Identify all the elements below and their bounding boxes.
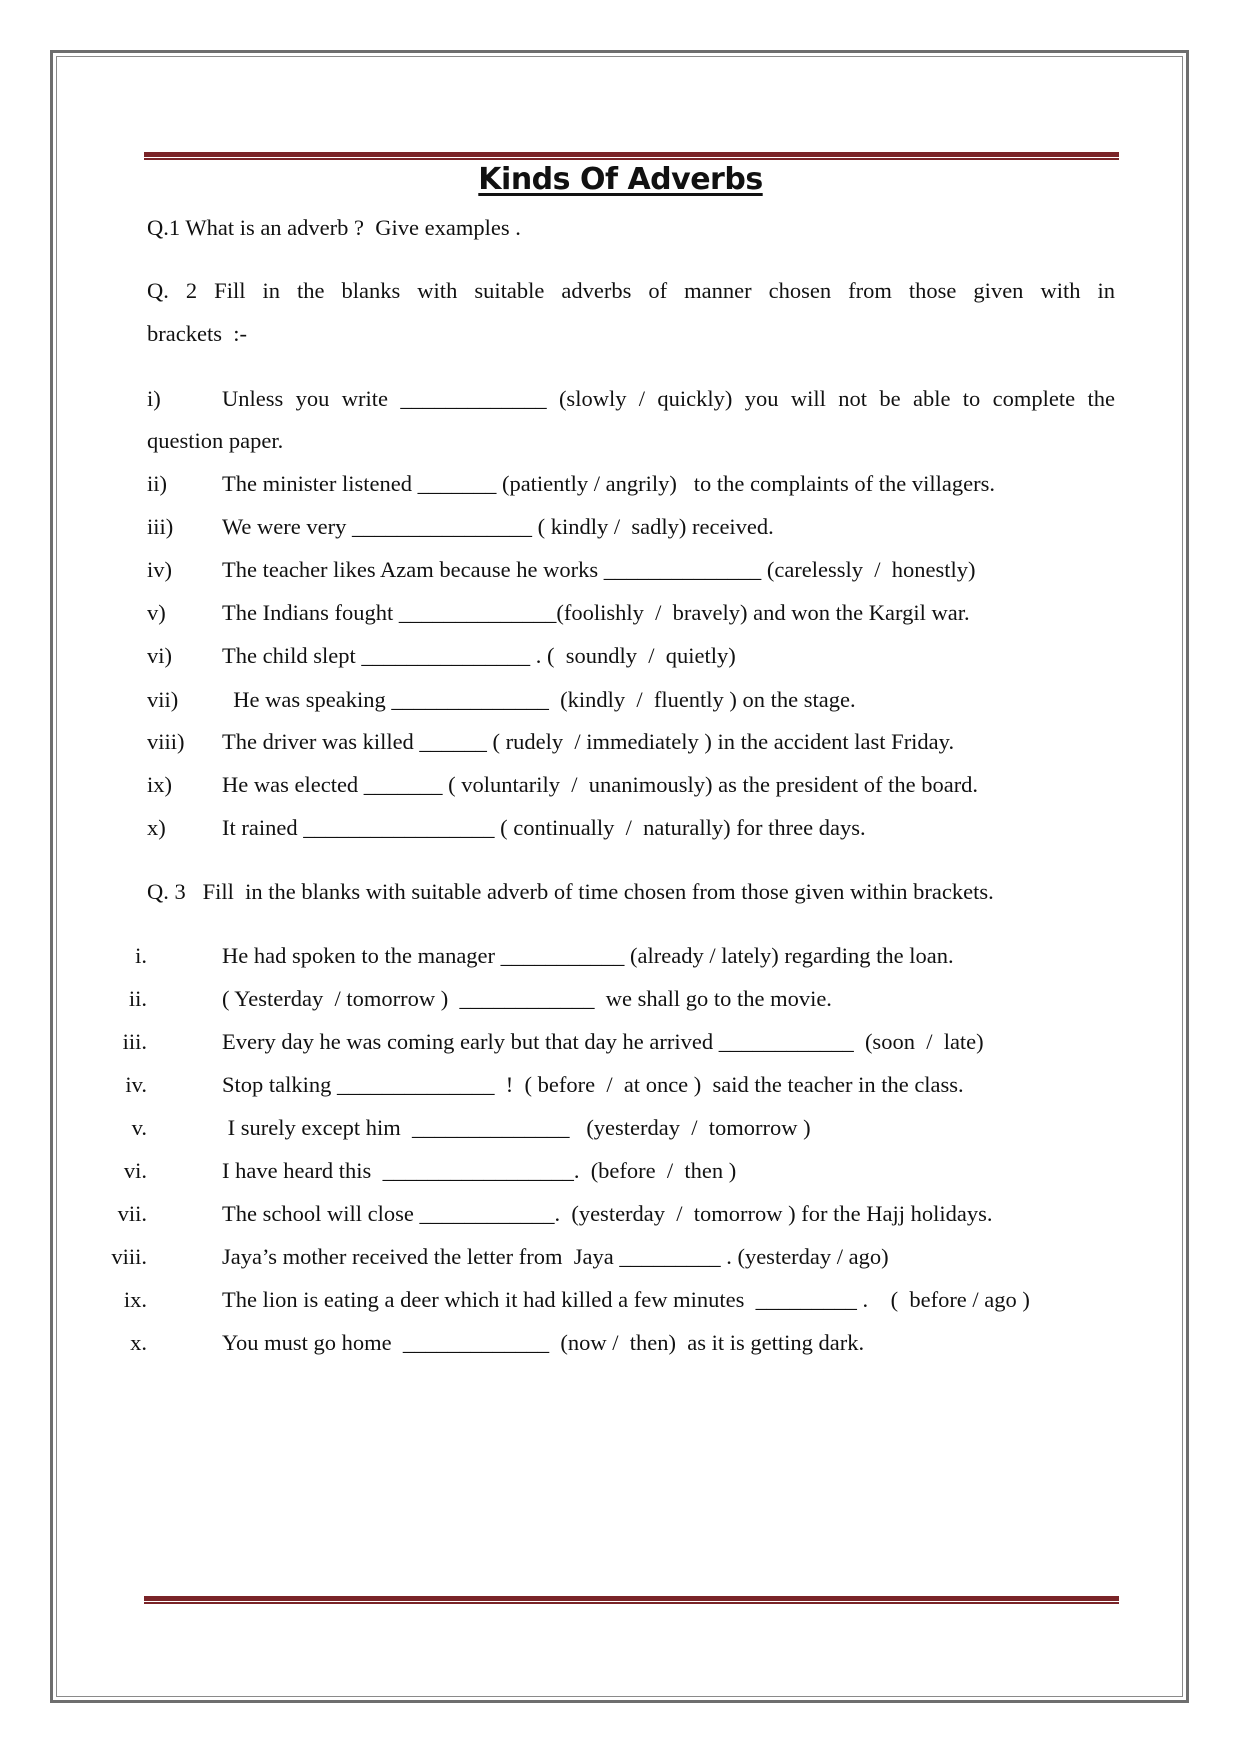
list-item: We were very ________________ ( kindly / sadly) received. <box>222 514 774 539</box>
list-item: The minister listened _______ (patiently / angrily) to the complaints of the villagers. <box>222 471 995 496</box>
list-item: It rained _________________ ( continually / naturally) for three days. <box>222 815 866 840</box>
item-number: ix) <box>147 772 172 797</box>
item-number: vii) <box>147 687 179 712</box>
item-number: iv. <box>125 1072 147 1097</box>
page-title: Kinds Of Adverbs <box>478 162 763 197</box>
item-number: iv) <box>147 557 172 582</box>
item-number: ii. <box>128 986 147 1011</box>
item-number: vii. <box>117 1201 147 1226</box>
list-item: The Indians fought ______________(foolishly / bravely) and won the Kargil war. <box>222 600 970 625</box>
question-1: Q.1 What is an adverb ? Give examples . <box>147 215 521 240</box>
list-item: The teacher likes Azam because he works ______________ (carelessly / honestly) <box>222 557 976 582</box>
item-number: x. <box>130 1330 147 1355</box>
list-item: I surely except him ______________ (yesterday / tomorrow ) <box>222 1115 811 1140</box>
item-number: ii) <box>147 471 167 496</box>
list-item: The lion is eating a deer which it had killed a few minutes _________ . ( before / ago ) <box>222 1287 1030 1312</box>
item-number: ix. <box>123 1287 147 1312</box>
list-item: He had spoken to the manager ___________ (already / lately) regarding the loan. <box>222 943 954 968</box>
item-number: i. <box>135 943 147 968</box>
item-number: i) <box>147 386 161 411</box>
list-item: The school will close ____________. (yesterday / tomorrow ) for the Hajj holidays. <box>222 1201 993 1226</box>
item-number: v) <box>147 600 166 625</box>
list-item: Jaya’s mother received the letter from Jaya _________ . (yesterday / ago) <box>222 1244 889 1269</box>
question-2-heading: Q. 2 Fill in the blanks with suitable adverbs of manner chosen from those given with in <box>147 278 1115 303</box>
item-number: x) <box>147 815 166 840</box>
item-number: viii) <box>147 729 185 754</box>
list-item: He was speaking ______________ (kindly / fluently ) on the stage. <box>222 687 856 712</box>
question-2-heading-cont: brackets :- <box>147 321 247 346</box>
list-item: ( Yesterday / tomorrow ) ____________ we shall go to the movie. <box>222 986 832 1011</box>
list-item: Every day he was coming early but that day he arrived ____________ (soon / late) <box>222 1029 984 1054</box>
item-number: viii. <box>111 1244 147 1269</box>
list-item: Stop talking ______________ ! ( before / at once ) said the teacher in the class. <box>222 1072 964 1097</box>
list-item: The child slept _______________ . ( soundly / quietly) <box>222 643 736 668</box>
item-number: v. <box>131 1115 147 1140</box>
item-number: vi) <box>147 643 172 668</box>
item-number: vi. <box>123 1158 147 1183</box>
list-item: The driver was killed ______ ( rudely / immediately ) in the accident last Friday. <box>222 729 955 754</box>
list-item: He was elected _______ ( voluntarily / unanimously) as the president of the board. <box>222 772 979 797</box>
list-item-cont: question paper. <box>147 428 284 453</box>
list-item: Unless you write _____________ (slowly / quickly) you will not be able to complete the <box>222 386 1115 411</box>
footer-rule <box>144 1596 1119 1605</box>
list-item: I have heard this _________________. (before / then ) <box>222 1158 737 1183</box>
header-rule <box>144 152 1119 161</box>
question-3-heading: Q. 3 Fill in the blanks with suitable adverb of time chosen from those given within brackets. <box>147 879 994 904</box>
list-item: You must go home _____________ (now / then) as it is getting dark. <box>222 1330 865 1355</box>
item-number: iii. <box>122 1029 147 1054</box>
item-number: iii) <box>147 514 174 539</box>
